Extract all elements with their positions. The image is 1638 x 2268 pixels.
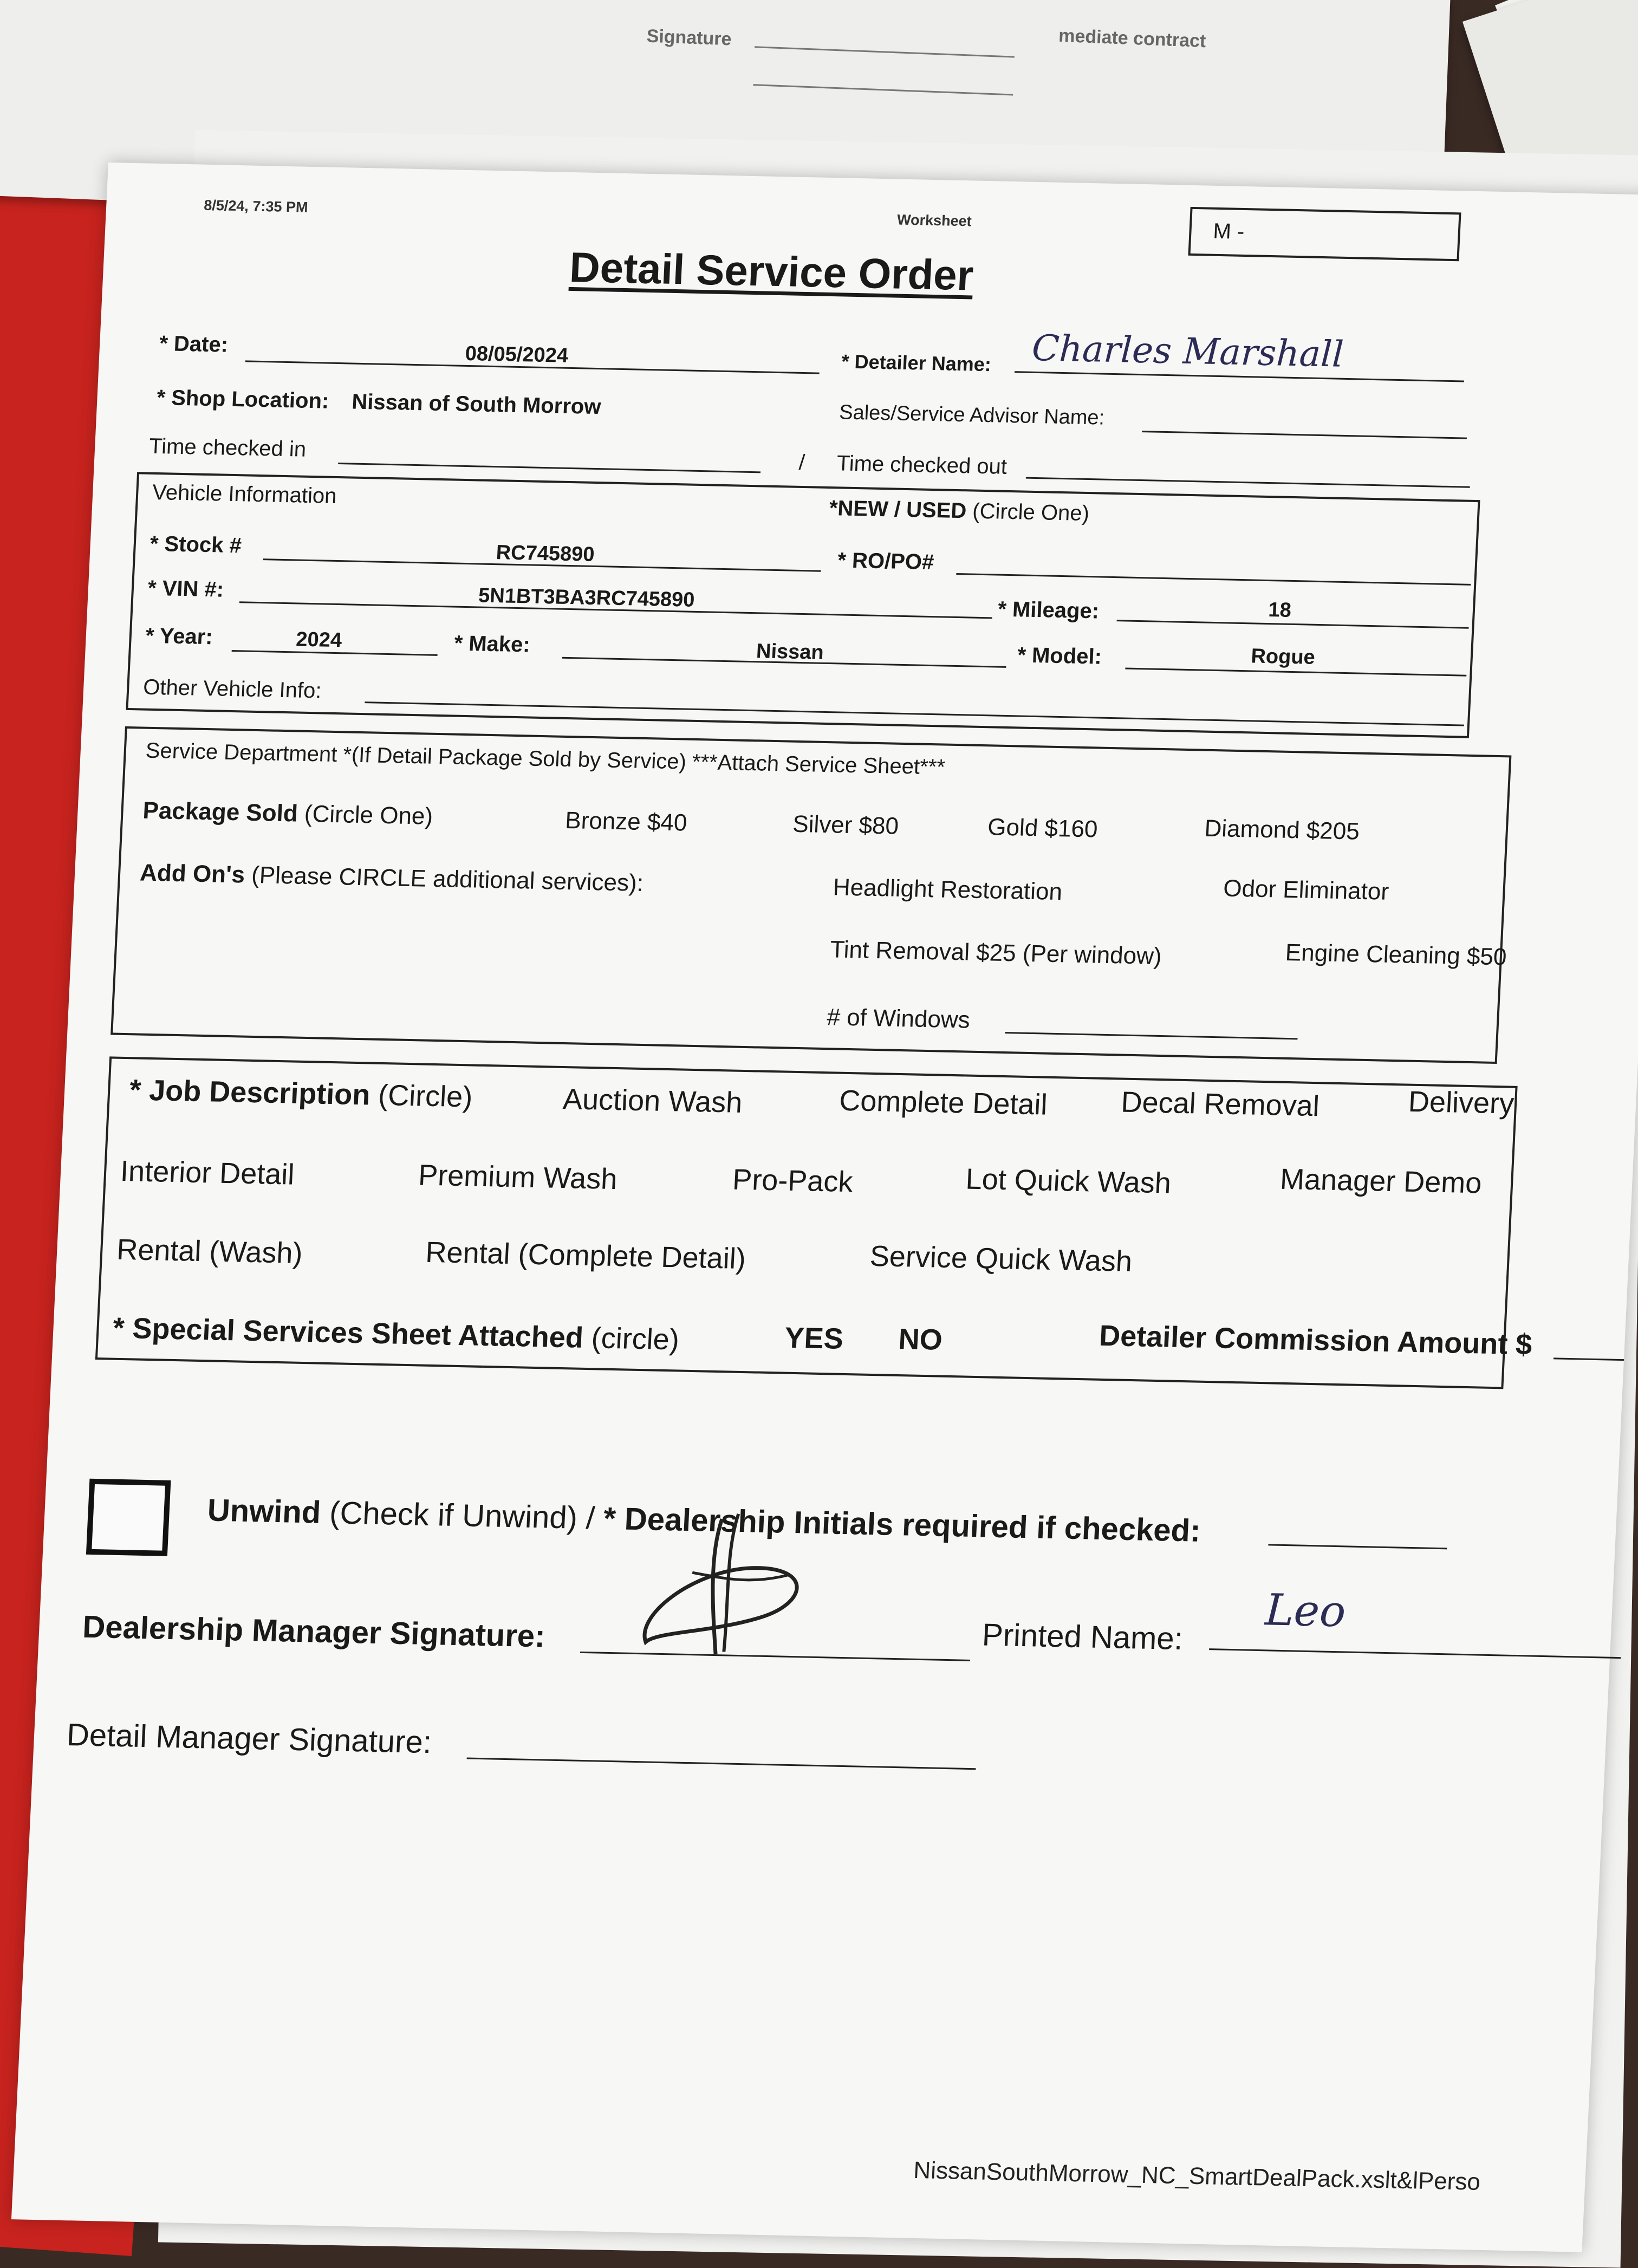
number-of-windows-label: # of Windows [826, 1004, 971, 1034]
print-timestamp: 8/5/24, 7:35 PM [203, 197, 309, 216]
detailer-commission-label: Detailer Commission Amount $ [1098, 1319, 1533, 1361]
time-checked-out-label: Time checked out [836, 451, 1008, 479]
package-sold-instruction: (Circle One) [303, 800, 434, 830]
dealership-initials-line[interactable] [1268, 1544, 1447, 1549]
printed-name-value[interactable]: Leo [1264, 1584, 1347, 1637]
job-description-instruction: (Circle) [377, 1078, 473, 1114]
time-separator: / [798, 450, 806, 475]
addon-engine-cleaning[interactable]: Engine Cleaning $50 [1284, 939, 1507, 971]
job-rental-complete-detail[interactable]: Rental (Complete Detail) [425, 1236, 747, 1276]
background-line [753, 84, 1013, 95]
vehicle-information-label: Vehicle Information [152, 480, 337, 508]
model-label: * Model: [1017, 643, 1102, 669]
detail-service-order-form [11, 163, 1638, 2252]
model-value[interactable]: Rogue [1250, 645, 1316, 669]
time-checked-out-line[interactable] [1026, 477, 1470, 488]
special-services-no[interactable]: NO [898, 1323, 944, 1356]
date-value[interactable]: 08/05/2024 [464, 342, 569, 367]
unwind-instruction: (Check if Unwind) / [328, 1495, 604, 1536]
new-used-label: *NEW / USED [828, 496, 967, 523]
footer-file-reference: NissanSouthMorrow_NC_SmartDealPack.xslt&lPerso [913, 2156, 1481, 2195]
dealership-initials-label: * Dealership Initials required if checked: [602, 1500, 1201, 1549]
vin-value[interactable]: 5N1BT3BA3RC745890 [478, 584, 696, 612]
background-line [755, 46, 1015, 57]
worksheet-label: Worksheet [896, 211, 972, 230]
package-bronze[interactable]: Bronze $40 [564, 807, 688, 836]
advisor-name-line[interactable] [1142, 431, 1467, 439]
date-label: * Date: [159, 332, 229, 357]
job-lot-quick-wash[interactable]: Lot Quick Wash [965, 1162, 1172, 1200]
addon-odor-eliminator[interactable]: Odor Eliminator [1223, 875, 1390, 905]
special-services-instruction: (circle) [590, 1322, 680, 1356]
job-manager-demo[interactable]: Manager Demo [1279, 1162, 1483, 1200]
stock-label: * Stock # [149, 531, 242, 558]
job-auction-wash[interactable]: Auction Wash [562, 1082, 743, 1119]
time-checked-in-label: Time checked in [148, 434, 307, 462]
job-service-quick-wash[interactable]: Service Quick Wash [869, 1239, 1133, 1278]
job-interior-detail[interactable]: Interior Detail [119, 1154, 295, 1191]
job-description-label [129, 1073, 473, 1114]
package-silver[interactable]: Silver $80 [792, 810, 900, 840]
printed-name-label: Printed Name: [981, 1617, 1184, 1657]
mileage-label: * Mileage: [997, 597, 1100, 623]
year-label: * Year: [145, 623, 213, 649]
make-label: * Make: [453, 631, 531, 657]
unwind-title: Unwind [206, 1492, 322, 1530]
addon-tint-removal[interactable]: Tint Removal $25 (Per window) [829, 936, 1162, 970]
make-value[interactable]: Nissan [756, 640, 824, 664]
detail-manager-signature-label: Detail Manager Signature: [66, 1717, 433, 1760]
other-vehicle-info-label: Other Vehicle Info: [142, 675, 322, 703]
stock-value[interactable]: RC745890 [495, 541, 595, 566]
job-complete-detail[interactable]: Complete Detail [838, 1084, 1048, 1121]
vin-label: * VIN #: [147, 576, 225, 602]
shop-location-label: * Shop Location: [156, 385, 330, 413]
package-sold-title: Package Sold [142, 797, 298, 827]
year-value[interactable]: 2024 [295, 628, 343, 652]
background-sheet-label-left: Signature [646, 25, 732, 50]
package-gold[interactable]: Gold $160 [987, 814, 1098, 843]
m-number-box [1188, 207, 1461, 261]
job-rental-wash[interactable]: Rental (Wash) [116, 1233, 303, 1270]
job-decal-removal[interactable]: Decal Removal [1120, 1086, 1321, 1123]
job-description-title: * Job Description [128, 1074, 371, 1112]
package-diamond[interactable]: Diamond $205 [1204, 815, 1360, 845]
time-checked-in-line[interactable] [338, 463, 760, 473]
advisor-name-label: Sales/Service Advisor Name: [838, 401, 1106, 430]
service-department-header: Service Department *(If Detail Package Sold by Service) ***Attach Service Sheet*** [145, 738, 946, 779]
job-delivery[interactable]: Delivery [1407, 1085, 1515, 1120]
detailer-name-value[interactable]: Charles Marshall [1031, 327, 1345, 375]
ro-po-label: * RO/PO# [837, 548, 935, 575]
manager-signature-scribble [623, 1506, 826, 1673]
job-premium-wash[interactable]: Premium Wash [417, 1159, 618, 1196]
page-title: Detail Service Order [568, 243, 975, 300]
detailer-name-label: * Detailer Name: [841, 350, 992, 376]
job-pro-pack[interactable]: Pro-Pack [731, 1163, 854, 1199]
special-services-title: * Special Services Sheet Attached [112, 1311, 584, 1354]
dealership-manager-signature-label: Dealership Manager Signature: [82, 1609, 547, 1654]
new-used-instruction: (Circle One) [972, 499, 1090, 526]
special-services-yes[interactable]: YES [784, 1321, 844, 1355]
mileage-value[interactable]: 18 [1268, 599, 1292, 622]
shop-location-value[interactable]: Nissan of South Morrow [351, 389, 602, 419]
unwind-checkbox[interactable] [86, 1479, 171, 1556]
m-number-label: M - [1212, 219, 1245, 244]
add-ons-instruction: (Please CIRCLE additional services): [251, 861, 645, 896]
add-ons-title: Add On's [139, 859, 246, 888]
detail-manager-signature-line[interactable] [467, 1758, 976, 1770]
printed-name-line [1209, 1648, 1621, 1659]
detailer-commission-line[interactable] [1554, 1357, 1624, 1361]
background-sheet-label-right: mediate contract [1058, 25, 1206, 52]
addon-headlight-restoration[interactable]: Headlight Restoration [832, 874, 1063, 906]
